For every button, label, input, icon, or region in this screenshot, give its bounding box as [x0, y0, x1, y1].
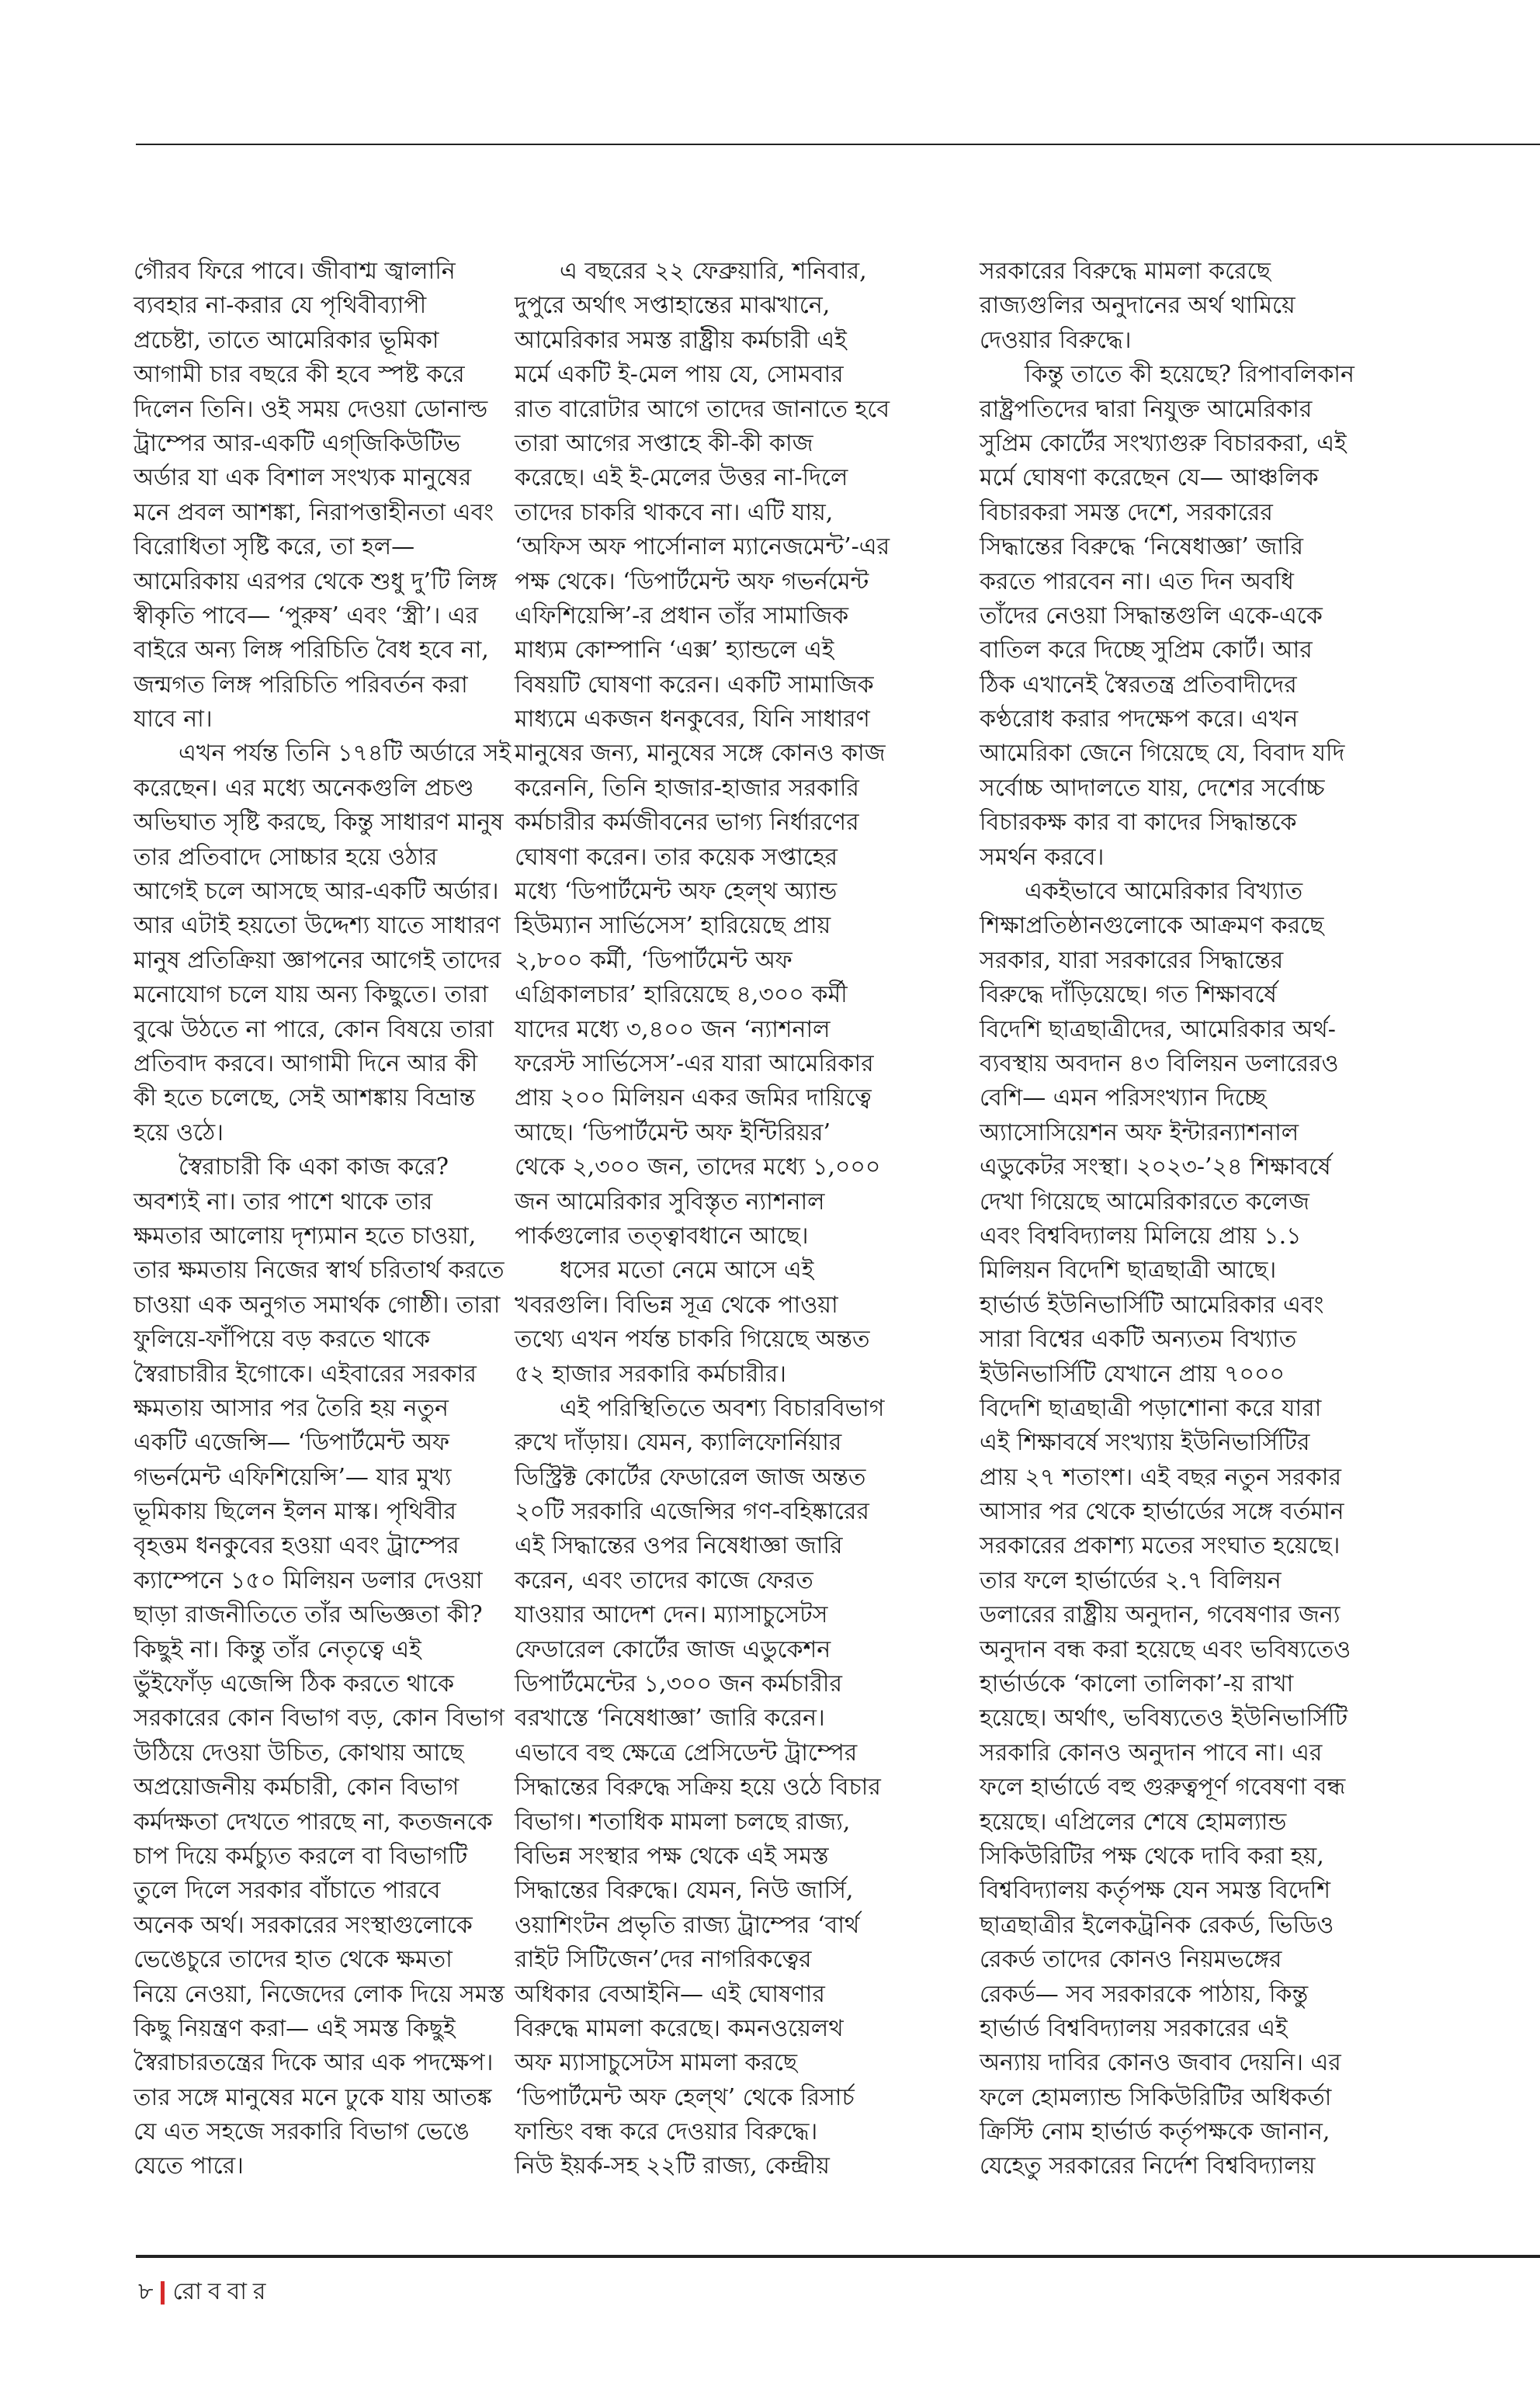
text-line: ফরেস্ট সার্ভিসেস’-এর যারা আমেরিকার	[515, 1049, 874, 1077]
text-line: ক্রিস্টি নোম হার্ভার্ড কর্তৃপক্ষকে জানান,	[980, 2118, 1330, 2146]
text-line: ‘ডিপার্টমেন্ট অফ হেল্‌থ’ থেকে রিসার্চ	[515, 2083, 855, 2111]
text-line: স্বৈরাচারীর ইগোকে। এইবারের সরকার	[134, 1360, 477, 1388]
text-line: তার সঙ্গে মানুষের মনে ঢুকে যায় আতঙ্ক	[134, 2083, 492, 2111]
article-paragraph	[515, 1254, 965, 1392]
text-line: ফলে হার্ভার্ডে বহু গুরুত্বপূর্ণ গবেষণা বন্ধ	[980, 1774, 1346, 1802]
text-line: আমেরিকা জেনে গিয়েছে যে, বিবাদ যদি	[980, 740, 1345, 768]
text-line: সরকারের কোন বিভাগ বড়, কোন বিভাগ	[134, 1705, 505, 1732]
text-line: দেখা গিয়েছে আমেরিকারতে কলেজ	[980, 1188, 1309, 1216]
text-line: এই শিক্ষাবর্ষে সংখ্যায় ইউনিভার্সিটির	[980, 1429, 1310, 1457]
text-line: ক্ষমতার আলোয় দৃশ্যমান হতে চাওয়া,	[134, 1222, 477, 1250]
text-line: খবরগুলি। বিভিন্ন সূত্র থেকে পাওয়া	[515, 1291, 838, 1319]
text-line: দিলেন তিনি। ওই সময় দেওয়া ডোনাল্ড	[134, 395, 488, 423]
text-line: ব্যবস্থায় অবদান ৪৩ বিলিয়ন ডলারেরও	[980, 1049, 1339, 1077]
text-line: রাত বারোটার আগে তাদের জানাতে হবে	[515, 395, 890, 423]
text-line: একটি এজেন্সি— ‘ডিপার্টমেন্ট অফ	[134, 1429, 450, 1457]
text-line: কিন্তু তাতে কী হয়েছে? রিপাবলিকান	[1025, 361, 1354, 389]
article-paragraph	[515, 255, 965, 1254]
text-line: যেহেতু সরকারের নির্দেশ বিশ্ববিদ্যালয়	[980, 2152, 1316, 2180]
text-line: দেওয়ার বিরুদ্ধে।	[980, 326, 1132, 354]
text-line: এডুকেটর সংস্থা। ২০২৩-’২৪ শিক্ষাবর্ষে	[980, 1153, 1331, 1181]
text-line: ফেডারেল কোর্টের জাজ এডুকেশন	[515, 1635, 831, 1663]
text-line: হয়েছে। অর্থাৎ, ভবিষ্যতেও ইউনিভার্সিটি	[980, 1705, 1348, 1732]
text-line: মনে প্রবল আশঙ্কা, নিরাপত্তাহীনতা এবং	[134, 498, 494, 526]
text-line: প্রচেষ্টা, তাতে আমেরিকার ভূমিকা	[134, 326, 439, 354]
text-line: বাইরে অন্য লিঙ্গ পরিচিতি বৈধ হবে না,	[134, 636, 489, 664]
text-line: গভর্নমেন্ট এফিশিয়েন্সি’— যার মুখ্য	[134, 1463, 452, 1491]
text-line: তার ফলে হার্ভার্ডের ২.৭ বিলিয়ন	[980, 1566, 1282, 1594]
text-line: ফুলিয়ে-ফাঁপিয়ে বড় করতে থাকে	[134, 1326, 430, 1354]
publication-name: রোববার	[172, 2278, 272, 2305]
text-line: স্বীকৃতি পাবে— ‘পুরুষ’ এবং ‘স্ত্রী’। এর	[134, 602, 479, 629]
text-line: সমর্থন করবে।	[980, 843, 1105, 871]
text-line: অন্যায় দাবির কোনও জবাব দেয়নি। এর	[980, 2049, 1341, 2077]
article-paragraph	[515, 1392, 965, 2184]
text-line: তার ক্ষমতায় নিজের স্বার্থ চরিতার্থ করতে	[134, 1257, 505, 1285]
text-line: তথ্যে এখন পর্যন্ত চাকরি গিয়েছে অন্তত	[515, 1326, 870, 1354]
text-line: ক্ষমতায় আসার পর তৈরি হয় নতুন	[134, 1394, 449, 1422]
text-line: সরকারি কোনও অনুদান পাবে না। এর	[980, 1739, 1323, 1767]
text-line: দুপুরে অর্থাৎ সপ্তাহান্তের মাঝখানে,	[515, 292, 831, 320]
text-line: এখন পর্যন্ত তিনি ১৭৪টি অর্ডারে সই	[179, 740, 512, 768]
text-line: অবশ্যই না। তার পাশে থাকে তার	[134, 1188, 433, 1216]
text-line: বেশি— এমন পরিসংখ্যান দিচ্ছে	[980, 1084, 1267, 1112]
text-line: ভেঙেচুরে তাদের হাত থেকে ক্ষমতা	[134, 1946, 453, 1974]
text-line: রাইট সিটিজেন’দের নাগরিকত্বের	[515, 1946, 812, 1974]
text-line: তাদের চাকরি থাকবে না। এটি যায়,	[515, 498, 834, 526]
article-paragraph	[980, 875, 1430, 2184]
text-line: কী হতে চলেছে, সেই আশঙ্কায় বিভ্রান্ত	[134, 1084, 476, 1112]
text-line: যে এত সহজে সরকারি বিভাগ ভেঙে	[134, 2118, 470, 2146]
text-line: বিভিন্ন সংস্থার পক্ষ থেকে এই সমস্ত	[515, 1842, 829, 1870]
page-footer	[138, 2273, 272, 2312]
text-line: ছাত্রছাত্রীর ইলেকট্রনিক রেকর্ড, ভিডিও	[980, 1911, 1334, 1939]
text-line: এবং বিশ্ববিদ্যালয় মিলিয়ে প্রায় ১.১	[980, 1222, 1302, 1250]
text-line: সরকারের প্রকাশ্য মতের সংঘাত হয়েছে।	[980, 1532, 1341, 1560]
text-line: ট্রাম্পের আর-একটি এগ্‌জিকিউটিভ	[134, 429, 461, 457]
text-line: ‘অফিস অফ পার্সোনাল ম্যানেজমেন্ট’-এর	[515, 533, 890, 561]
text-line: বিরোধিতা সৃষ্টি করে, তা হল—	[134, 533, 415, 561]
text-line: ২০টি সরকারি এজেন্সির গণ-বহিষ্কারের	[515, 1498, 869, 1526]
text-line: কিছু নিয়ন্ত্রণ করা— এই সমস্ত কিছুই	[134, 2014, 456, 2042]
text-line: সিকিউরিটির পক্ষ থেকে দাবি করা হয়,	[980, 1842, 1324, 1870]
article-paragraph	[134, 1150, 505, 2184]
text-line: অফ ম্যাসাচুসেটস মামলা করছে	[515, 2049, 798, 2077]
text-line: চাওয়া এক অনুগত সমার্থক গোষ্ঠী। তারা	[134, 1291, 501, 1319]
text-line: বিভাগ। শতাধিক মামলা চলছে রাজ্য,	[515, 1808, 851, 1836]
text-line: অ্যাসোসিয়েশন অফ ইন্টারন্যাশনাল	[980, 1118, 1299, 1146]
text-line: ডিস্ট্রিক্ট কোর্টের ফেডারেল জাজ অন্তত	[515, 1463, 866, 1491]
text-line: হয়েছে। এপ্রিলের শেষে হোমল্যান্ড	[980, 1808, 1287, 1836]
article-column-1	[134, 255, 512, 2184]
text-line: ভূমিকায় ছিলেন ইলন মাস্ক। পৃথিবীর	[134, 1498, 456, 1526]
text-line: করেন, এবং তাদের কাজে ফেরত	[515, 1566, 813, 1594]
text-line: হার্ভার্ডকে ‘কালো তালিকা’-য় রাখা	[980, 1670, 1294, 1698]
text-line: সর্বোচ্চ আদালতে যায়, দেশের সর্বোচ্চ	[980, 774, 1325, 802]
footer-rule	[136, 2255, 1540, 2258]
text-line: ব্যবহার না-করার যে পৃথিবীব্যাপী	[134, 292, 427, 320]
text-line: রেকর্ড— সব সরকারকে পাঠায়, কিন্তু	[980, 1980, 1309, 2008]
text-line: সিদ্ধান্তের বিরুদ্ধে। যেমন, নিউ জার্সি,	[515, 1877, 854, 1905]
text-line: এ বছরের ২২ ফেব্রুয়ারি, শনিবার,	[560, 258, 867, 285]
text-line: করেননি, তিনি হাজার-হাজার সরকারি	[515, 774, 859, 802]
text-line: অর্ডার যা এক বিশাল সংখ্যক মানুষের	[134, 464, 472, 492]
text-line: জন আমেরিকার সুবিস্তৃত ন্যাশনাল	[515, 1188, 825, 1216]
text-line: অনেক অর্থ। সরকারের সংস্থাগুলোকে	[134, 1911, 473, 1939]
article-column-2	[515, 255, 965, 2184]
text-line: মধ্যে ‘ডিপার্টমেন্ট অফ হেল্‌থ অ্যান্ড	[515, 878, 838, 906]
text-line: মানুষ প্রতিক্রিয়া জ্ঞাপনের আগেই তাদের	[134, 946, 501, 974]
text-line: যাওয়ার আদেশ দেন। ম্যাসাচুসেটস	[515, 1601, 828, 1629]
text-line: আর এটাই হয়তো উদ্দেশ্য যাতে সাধারণ	[134, 912, 501, 940]
text-line: ফলে হোমল্যান্ড সিকিউরিটির অধিকর্তা	[980, 2083, 1332, 2111]
text-line: মনোযোগ চলে যায় অন্য কিছুতে। তারা	[134, 981, 488, 1009]
text-line: গৌরব ফিরে পাবে। জীবাশ্ম জ্বালানি	[134, 258, 456, 285]
text-line: সিদ্ধান্তের বিরুদ্ধে সক্রিয় হয়ে ওঠে বিচার	[515, 1774, 881, 1802]
text-line: তাঁদের নেওয়া সিদ্ধান্তগুলি একে-একে	[980, 602, 1323, 629]
text-line: আসার পর থেকে হার্ভার্ডের সঙ্গে বর্তমান	[980, 1498, 1344, 1526]
text-line: বিশ্ববিদ্যালয় কর্তৃপক্ষ যেন সমস্ত বিদেশি	[980, 1877, 1331, 1905]
header-rule	[136, 144, 1540, 145]
text-line: বিদেশি ছাত্রছাত্রীদের, আমেরিকার অর্থ-	[980, 1015, 1336, 1043]
text-line: উঠিয়ে দেওয়া উচিত, কোথায় আছে	[134, 1739, 464, 1767]
text-line: সুপ্রিম কোর্টের সংখ্যাগুরু বিচারকরা, এই	[980, 429, 1347, 457]
text-line: বিরুদ্ধে মামলা করেছে। কমনওয়েলথ	[515, 2014, 844, 2042]
text-line: থেকে ২,৩০০ জন, তাদের মধ্যে ১,০০০	[515, 1153, 881, 1181]
text-line: প্রায় ২০০ মিলিয়ন একর জমির দায়িত্বে	[515, 1084, 872, 1112]
text-line: চাপ দিয়ে কর্মচ্যুত করলে বা বিভাগটি	[134, 1842, 468, 1870]
text-line: প্রতিবাদ করবে। আগামী দিনে আর কী	[134, 1049, 478, 1077]
text-line: প্রায় ২৭ শতাংশ। এই বছর নতুন সরকার	[980, 1463, 1341, 1491]
text-line: নিয়ে নেওয়া, নিজেদের লোক দিয়ে সমস্ত	[134, 1980, 505, 2008]
text-line: সরকার, যারা সরকারের সিদ্ধান্তের	[980, 946, 1284, 974]
text-line: স্বৈরাচারী কি একা কাজ করে?	[179, 1153, 449, 1181]
text-line: রেকর্ড তাদের কোনও নিয়মভঙ্গের	[980, 1946, 1282, 1974]
page-number: ৮	[138, 2278, 154, 2305]
article-paragraph	[134, 255, 498, 737]
text-line: এগ্রিকালচার’ হারিয়েছে ৪,৩০০ কর্মী	[515, 981, 848, 1009]
text-line: ডলারের রাষ্ট্রীয় অনুদান, গবেষণার জন্য	[980, 1601, 1341, 1629]
text-line: অধিকার বেআইনি— এই ঘোষণার	[515, 1980, 825, 2008]
text-line: মিলিয়ন বিদেশি ছাত্রছাত্রী আছে।	[980, 1257, 1277, 1285]
text-line: সরকারের বিরুদ্ধে মামলা করেছে	[980, 258, 1271, 285]
text-line: ওয়াশিংটন প্রভৃতি রাজ্য ট্রাম্পের ‘বার্থ	[515, 1911, 860, 1939]
text-line: করতে পারবেন না। এত দিন অবধি	[980, 567, 1294, 595]
text-line: মাধ্যম কোম্পানি ‘এক্স’ হ্যান্ডলে এই	[515, 636, 834, 664]
text-line: কণ্ঠরোধ করার পদক্ষেপ করে। এখন	[980, 706, 1299, 734]
text-line: মানুষের জন্য, মানুষের সঙ্গে কোনও কাজ	[515, 740, 886, 768]
text-line: তুলে দিলে সরকার বাঁচাতে পারবে	[134, 1877, 441, 1905]
text-line: ধসের মতো নেমে আসে এই	[560, 1257, 814, 1285]
text-line: বাতিল করে দিচ্ছে সুপ্রিম কোর্ট। আর	[980, 636, 1313, 664]
text-line: মর্মে একটি ই-মেল পায় যে, সোমবার	[515, 361, 844, 389]
text-line: বুঝে উঠতে না পারে, কোন বিষয়ে তারা	[134, 1015, 494, 1043]
text-line: বৃহত্তম ধনকুবের হওয়া এবং ট্রাম্পের	[134, 1532, 460, 1560]
article-paragraph	[980, 255, 1430, 358]
text-line: ঘোষণা করেন। তার কয়েক সপ্তাহের	[515, 843, 838, 871]
text-line: ইউনিভার্সিটি যেখানে প্রায় ৭০০০	[980, 1360, 1285, 1388]
text-line: বিদেশি ছাত্রছাত্রী পড়াশোনা করে যারা	[980, 1394, 1322, 1422]
footer-separator-bar	[161, 2281, 165, 2305]
text-line: একইভাবে আমেরিকার বিখ্যাত	[1025, 878, 1303, 906]
text-line: ভুঁইফোঁড় এজেন্সি ঠিক করতে থাকে	[134, 1670, 454, 1698]
text-line: হার্ভার্ড বিশ্ববিদ্যালয় সরকারের এই	[980, 2014, 1288, 2042]
text-line: রাজ্যগুলির অনুদানের অর্থ থামিয়ে	[980, 292, 1295, 320]
text-line: তারা আগের সপ্তাহে কী-কী কাজ	[515, 429, 813, 457]
text-line: কিছুই না। কিন্তু তাঁর নেতৃত্বে এই	[134, 1635, 421, 1663]
text-line: মর্মে ঘোষণা করেছেন যে— আঞ্চলিক	[980, 464, 1319, 492]
text-line: এফিশিয়েন্সি’-র প্রধান তাঁর সামাজিক	[515, 602, 849, 629]
text-line: ২,৮০০ কর্মী, ‘ডিপার্টমেন্ট অফ	[515, 946, 793, 974]
text-line: আমেরিকায় এরপর থেকে শুধু দু’টি লিঙ্গ	[134, 567, 498, 595]
text-line: আগামী চার বছরে কী হবে স্পষ্ট করে	[134, 361, 465, 389]
text-line: হয়ে ওঠে।	[134, 1118, 224, 1146]
text-line: পক্ষ থেকে। ‘ডিপার্টমেন্ট অফ গভর্নমেন্ট	[515, 567, 869, 595]
text-line: অভিঘাত সৃষ্টি করছে, কিন্তু সাধারণ মানুষ	[134, 809, 504, 837]
article-paragraph	[980, 358, 1430, 875]
text-line: এভাবে বহু ক্ষেত্রে প্রেসিডেন্ট ট্রাম্পের	[515, 1739, 858, 1767]
text-line: ছাড়া রাজনীতিতে তাঁর অভিজ্ঞতা কী?	[134, 1601, 483, 1629]
article-paragraph	[134, 737, 512, 1150]
text-line: বিষয়টি ঘোষণা করেন। একটি সামাজিক	[515, 671, 874, 699]
text-line: এই পরিস্থিতিতে অবশ্য বিচারবিভাগ	[560, 1394, 885, 1422]
text-line: ক্যাম্পেনে ১৫০ মিলিয়ন ডলার দেওয়া	[134, 1566, 483, 1594]
text-line: হিউম্যান সার্ভিসেস’ হারিয়েছে প্রায়	[515, 912, 831, 940]
text-line: শিক্ষাপ্রতিষ্ঠানগুলোকে আক্রমণ করছে	[980, 912, 1324, 940]
text-line: সারা বিশ্বের একটি অন্যতম বিখ্যাত	[980, 1326, 1297, 1354]
text-line: ফান্ডিং বন্ধ করে দেওয়ার বিরুদ্ধে।	[515, 2118, 818, 2146]
text-line: করেছেন। এর মধ্যে অনেকগুলি প্রচণ্ড	[134, 774, 474, 802]
text-line: ডিপার্টমেন্টের ১,৩০০ জন কর্মচারীর	[515, 1670, 842, 1698]
text-line: স্বৈরাচারতন্ত্রের দিকে আর এক পদক্ষেপ।	[134, 2049, 494, 2077]
text-line: হার্ভার্ড ইউনিভার্সিটি আমেরিকার এবং	[980, 1291, 1324, 1319]
text-line: ঠিক এখানেই স্বৈরতন্ত্র প্রতিবাদীদের	[980, 671, 1297, 699]
text-line: নিউ ইয়র্ক-সহ ২২টি রাজ্য, কেন্দ্রীয়	[515, 2152, 830, 2180]
text-line: বিরুদ্ধে দাঁড়িয়েছে। গত শিক্ষাবর্ষে	[980, 981, 1277, 1009]
text-line: আগেই চলে আসছে আর-একটি অর্ডার।	[134, 878, 499, 906]
text-line: কর্মদক্ষতা দেখতে পারছে না, কতজনকে	[134, 1808, 493, 1836]
text-line: জন্মগত লিঙ্গ পরিচিতি পরিবর্তন করা	[134, 671, 468, 699]
text-line: পার্কগুলোর তত্ত্বাবধানে আছে।	[515, 1222, 809, 1250]
article-column-3	[980, 255, 1430, 2184]
text-line: অপ্রয়োজনীয় কর্মচারী, কোন বিভাগ	[134, 1774, 460, 1802]
text-line: বিচারকক্ষ কার বা কাদের সিদ্ধান্তকে	[980, 809, 1297, 837]
text-line: কর্মচারীর কর্মজীবনের ভাগ্য নির্ধারণের	[515, 809, 859, 837]
text-line: রুখে দাঁড়ায়। যেমন, ক্যালিফোর্নিয়ার	[515, 1429, 842, 1457]
text-line: আমেরিকার সমস্ত রাষ্ট্রীয় কর্মচারী এই	[515, 326, 847, 354]
text-line: যাদের মধ্যে ৩,৪০০ জন ‘ন্যাশনাল	[515, 1015, 831, 1043]
text-line: ৫২ হাজার সরকারি কর্মচারীর।	[515, 1360, 787, 1388]
text-line: অনুদান বন্ধ করা হয়েছে এবং ভবিষ্যতেও	[980, 1635, 1351, 1663]
text-line: এই সিদ্ধান্তের ওপর নিষেধাজ্ঞা জারি	[515, 1532, 843, 1560]
text-line: বরখাস্তে ‘নিষেধাজ্ঞা’ জারি করেন।	[515, 1705, 825, 1732]
text-line: যেতে পারে।	[134, 2152, 244, 2180]
text-line: যাবে না।	[134, 706, 213, 734]
text-line: সিদ্ধান্তের বিরুদ্ধে ‘নিষেধাজ্ঞা’ জারি	[980, 533, 1304, 561]
text-line: আছে। ‘ডিপার্টমেন্ট অফ ইন্টিরিয়র’	[515, 1118, 831, 1146]
text-line: মাধ্যমে একজন ধনকুবের, যিনি সাধারণ	[515, 706, 870, 734]
text-line: তার প্রতিবাদে সোচ্চার হয়ে ওঠার	[134, 843, 438, 871]
text-line: বিচারকরা সমস্ত দেশে, সরকারের	[980, 498, 1273, 526]
text-line: রাষ্ট্রপতিদের দ্বারা নিযুক্ত আমেরিকার	[980, 395, 1313, 423]
text-line: করেছে। এই ই-মেলের উত্তর না-দিলে	[515, 464, 848, 492]
